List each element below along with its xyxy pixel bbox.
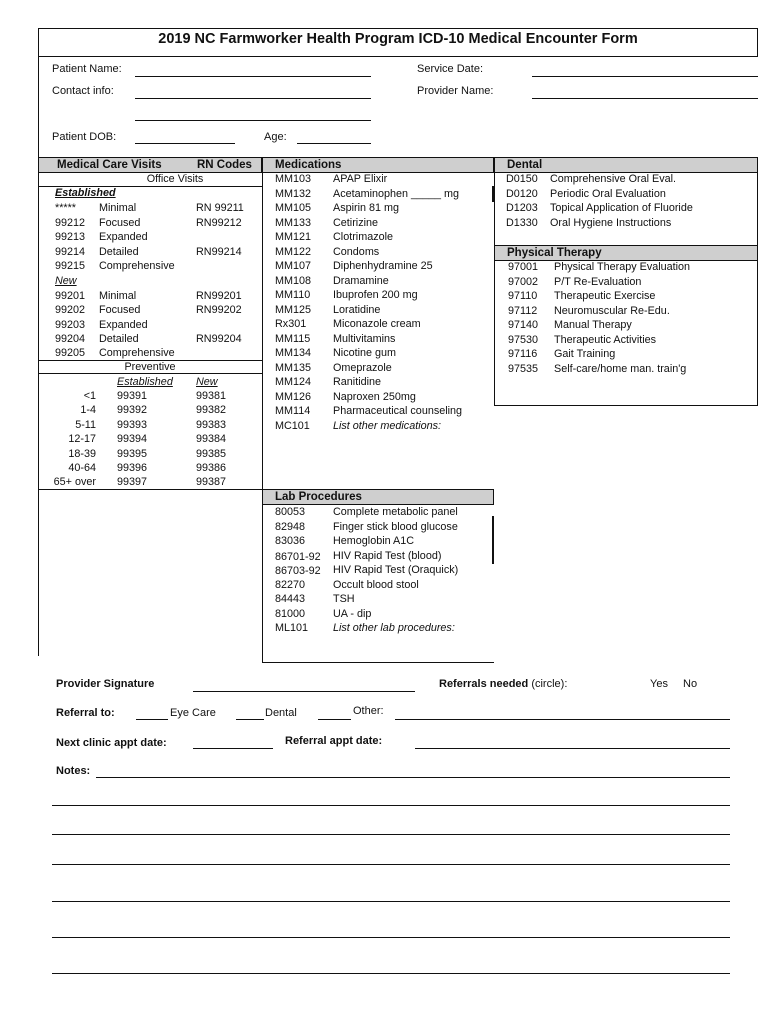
medication-name: Cetirizine [333,216,379,229]
medication-code: MM122 [275,245,312,258]
service-date-field[interactable] [532,76,758,77]
visit-description: Detailed [99,332,139,345]
visit-code: 99214 [55,245,86,258]
medications-title: Medications [275,159,342,171]
medication-code: MM105 [275,202,312,214]
visit-code: 99212 [55,216,86,229]
medication-code: Rx301 [275,318,307,330]
preventive-age-group: 1-4 [80,404,96,417]
next-appt-field[interactable] [193,748,273,749]
referrals-needed-text: Referrals needed [439,678,529,690]
dental-procedure: Topical Application of Fluoride [550,202,693,214]
physical-therapy-title: Physical Therapy [507,247,602,259]
visit-code: ***** [55,202,77,214]
age-field[interactable] [297,143,371,144]
next-appt-label: Next clinic appt date: [56,737,167,749]
lab-column-bottom-border [262,662,494,663]
medical-column-bottom-border [38,489,262,490]
preventive-subheader [38,360,262,374]
lab-code: 83036 [275,535,306,547]
notes-line-3[interactable] [52,834,730,835]
contact-info-field-2[interactable] [135,120,371,121]
service-date-label: Service Date: [417,63,484,75]
pt-code: 97140 [508,319,539,331]
rn-code: RN99212 [196,216,242,229]
dob-field[interactable] [135,143,235,144]
pt-procedure: Neuromuscular Re-Edu. [554,304,670,317]
dental-code: D0120 [506,187,538,200]
visit-code: 99203 [55,318,86,331]
preventive-age-group: 18-39 [68,447,96,460]
visit-code: 99202 [55,304,86,317]
dental-header [494,157,758,173]
preventive-new-code: 99385 [196,447,227,460]
preventive-established-code: 99394 [117,433,148,446]
pt-procedure: Therapeutic Exercise [554,290,656,302]
lab-column-right-mark [492,516,494,564]
lab-procedure: Occult blood stool [333,578,419,591]
medications-header [262,157,494,173]
medication-name: Acetaminophen _____ mg [333,187,460,200]
dental-column-right-border [757,157,758,405]
medication-code: MM133 [275,216,312,229]
dental-title: Dental [507,159,543,171]
rn-code: RN99201 [196,290,242,302]
notes-label: Notes: [56,765,91,777]
visit-description: Focused [99,304,141,317]
medication-name: Diphenhydramine 25 [333,260,433,272]
preventive-age-group: 65+ over [53,476,96,489]
lab-code: ML101 [275,622,309,634]
dental-procedure: Comprehensive Oral Eval. [550,173,677,185]
lab-code: 86703-92 [275,565,321,577]
dental-code: D0150 [506,173,538,185]
referral-to-label: Referral to: [56,707,115,719]
lab-code: 84443 [275,593,306,605]
medication-code: MM125 [275,303,312,316]
dental-procedure: Oral Hygiene Instructions [550,216,672,229]
rn-codes-title: RN Codes [197,159,252,171]
lab-column-left-border [262,489,263,663]
dental-referral-label: Dental [265,707,297,719]
medical-visits-title: Medical Care Visits [57,159,162,171]
medication-name: Loratidine [333,303,381,316]
referral-appt-label: Referral appt date: [285,735,383,747]
referral-appt-field[interactable] [415,748,730,749]
preventive-established-code: 99396 [117,462,148,474]
medication-code: MM114 [275,405,311,417]
provider-signature-label: Provider Signature [56,678,155,690]
visit-description: Comprehensive [99,347,175,360]
other-referral-field[interactable] [395,719,730,720]
rn-code: RN99202 [196,304,242,317]
office-visits-subheader [38,173,262,187]
visit-description: Minimal [99,202,137,214]
preventive-established-code: 99397 [117,476,148,489]
visit-description: Expanded [99,318,148,331]
visit-code: 99205 [55,347,86,360]
other-referral-label: Other: [353,705,384,717]
medication-name: Nicotine gum [333,347,397,359]
rn-code: RN99204 [196,332,242,345]
pt-procedure: Therapeutic Activities [554,333,657,346]
pt-code: 97001 [508,261,539,273]
pt-code: 97002 [508,275,539,288]
preventive-new-label: New [196,376,218,388]
dob-label: Patient DOB: [52,131,117,143]
lab-code: 80053 [275,506,306,518]
preventive-new-code: 99383 [196,418,227,431]
lab-procedures-title: Lab Procedures [275,491,362,503]
provider-name-field[interactable] [532,98,758,99]
pt-procedure: P/T Re-Evaluation [554,275,642,288]
lab-procedure: Hemoglobin A1C [333,535,415,547]
pt-procedure: Self-care/home man. train'g [554,362,687,375]
medication-code: MM103 [275,173,312,185]
lab-procedure: Finger stick blood glucose [333,520,458,533]
lab-procedure: HIV Rapid Test (Oraquick) [333,564,459,576]
notes-line-4[interactable] [52,864,730,865]
preventive-established-code: 99393 [117,418,148,431]
referral-yes-option[interactable]: Yes [650,678,668,690]
eye-care-check-field[interactable] [136,719,168,720]
medication-name: Multivitamins [333,332,396,345]
preventive-age-group: 5-11 [75,418,96,431]
contact-info-label: Contact info: [52,85,114,97]
dental-check-field[interactable] [236,719,264,720]
medication-code: MM132 [275,187,312,200]
preventive-new-code: 99381 [196,390,227,402]
preventive-age-group: 12-17 [68,433,96,446]
medication-code: MM124 [275,376,312,388]
medication-name: Condoms [333,245,380,258]
lab-procedure: Complete metabolic panel [333,506,458,518]
new-label: New [55,275,77,287]
referrals-circle-text: (circle): [531,678,568,690]
medication-name: Ranitidine [333,376,382,388]
notes-line-7[interactable] [52,973,730,974]
medication-code: MM107 [275,260,312,272]
contact-info-field[interactable] [135,98,371,99]
notes-line-5[interactable] [52,901,730,902]
visit-code: 99201 [55,290,86,302]
medication-name: Miconazole cream [333,318,421,330]
preventive-new-code: 99386 [196,462,227,474]
medication-name: Clotrimazole [333,231,393,243]
medication-name: Omeprazole [333,361,392,374]
lab-code: 82270 [275,578,306,591]
pt-code: 97110 [508,290,538,302]
medication-name: Aspirin 81 mg [333,202,400,214]
dental-code: D1330 [506,216,538,229]
medical-column-right-border [262,157,263,490]
patient-name-field[interactable] [135,76,371,77]
pt-code: 97112 [508,304,538,317]
lab-procedure: HIV Rapid Test (blood) [333,549,442,562]
medication-code: MM115 [275,332,311,345]
medication-code: MM126 [275,390,312,403]
medical-visits-header [38,157,262,173]
medication-code: MC101 [275,419,310,432]
office-visits-label: Office Visits [146,173,204,185]
preventive-established-code: 99392 [117,404,148,417]
visit-description: Minimal [99,290,137,302]
notes-line-1[interactable] [96,777,730,778]
dental-column-bottom-border [494,405,758,406]
preventive-new-code: 99384 [196,433,227,446]
medication-code: MM121 [275,231,312,243]
pt-procedure: Manual Therapy [554,319,632,331]
visit-code: 99213 [55,231,86,244]
medication-code: MM108 [275,274,312,287]
preventive-age-group: 40-64 [68,462,96,474]
medication-name: List other medications: [333,419,442,432]
medication-code: MM135 [275,361,312,374]
physical-therapy-header [494,245,758,261]
medication-code: MM134 [275,347,312,359]
pt-procedure: Gait Training [554,348,616,360]
preventive-label: Preventive [124,361,176,373]
preventive-age-group: <1 [83,390,96,402]
notes-line-2[interactable] [52,805,730,806]
provider-signature-field[interactable] [193,691,415,692]
lab-procedure: UA - dip [333,607,372,620]
lab-code: 82948 [275,520,306,533]
visit-description: Detailed [99,245,139,258]
pt-code: 97530 [508,333,539,346]
visit-code: 99215 [55,260,86,273]
medication-name: Pharmaceutical counseling [333,405,463,417]
visit-description: Expanded [99,231,148,244]
lab-code: 86701-92 [275,550,321,563]
visit-description: Focused [99,216,141,229]
form-title: 2019 NC Farmworker Health Program ICD-10 Medical Encounter Form [158,31,638,47]
lab-procedure: TSH [333,593,355,605]
eye-care-label: Eye Care [170,707,216,719]
established-label: Established [55,187,116,199]
preventive-established-code: 99395 [117,447,148,460]
preventive-new-code: 99382 [196,404,227,417]
lab-procedure: List other lab procedures: [333,622,455,634]
preventive-established-label: Established [117,376,173,388]
dental-code: D1203 [506,202,538,214]
visit-description: Comprehensive [99,260,175,273]
medication-name: APAP Elixir [333,173,388,185]
pt-procedure: Physical Therapy Evaluation [554,261,691,273]
visit-code: 99204 [55,332,86,345]
pt-code: 97116 [508,348,538,360]
referrals-needed-label [439,678,567,690]
rn-code: RN 99211 [196,202,244,214]
lab-procedures-header [262,489,494,505]
medication-name: Naproxen 250mg [333,390,416,403]
dental-procedure: Periodic Oral Evaluation [550,187,666,200]
medication-name: Ibuprofen 200 mg [333,289,418,301]
lab-code: 81000 [275,607,306,620]
notes-line-6[interactable] [52,937,730,938]
medication-code: MM110 [275,289,311,301]
dental-column-left-border [494,157,495,405]
patient-name-label: Patient Name: [52,63,122,75]
rn-code: RN99214 [196,245,242,258]
provider-name-label: Provider Name: [417,85,494,97]
other-check-field[interactable] [318,719,351,720]
preventive-new-code: 99387 [196,476,227,489]
medication-name: Dramamine [333,274,389,287]
pt-code: 97535 [508,362,539,375]
age-label: Age: [264,131,287,143]
preventive-established-code: 99391 [117,390,148,402]
frame-left-border [38,56,39,656]
referral-no-option[interactable]: No [683,678,698,690]
